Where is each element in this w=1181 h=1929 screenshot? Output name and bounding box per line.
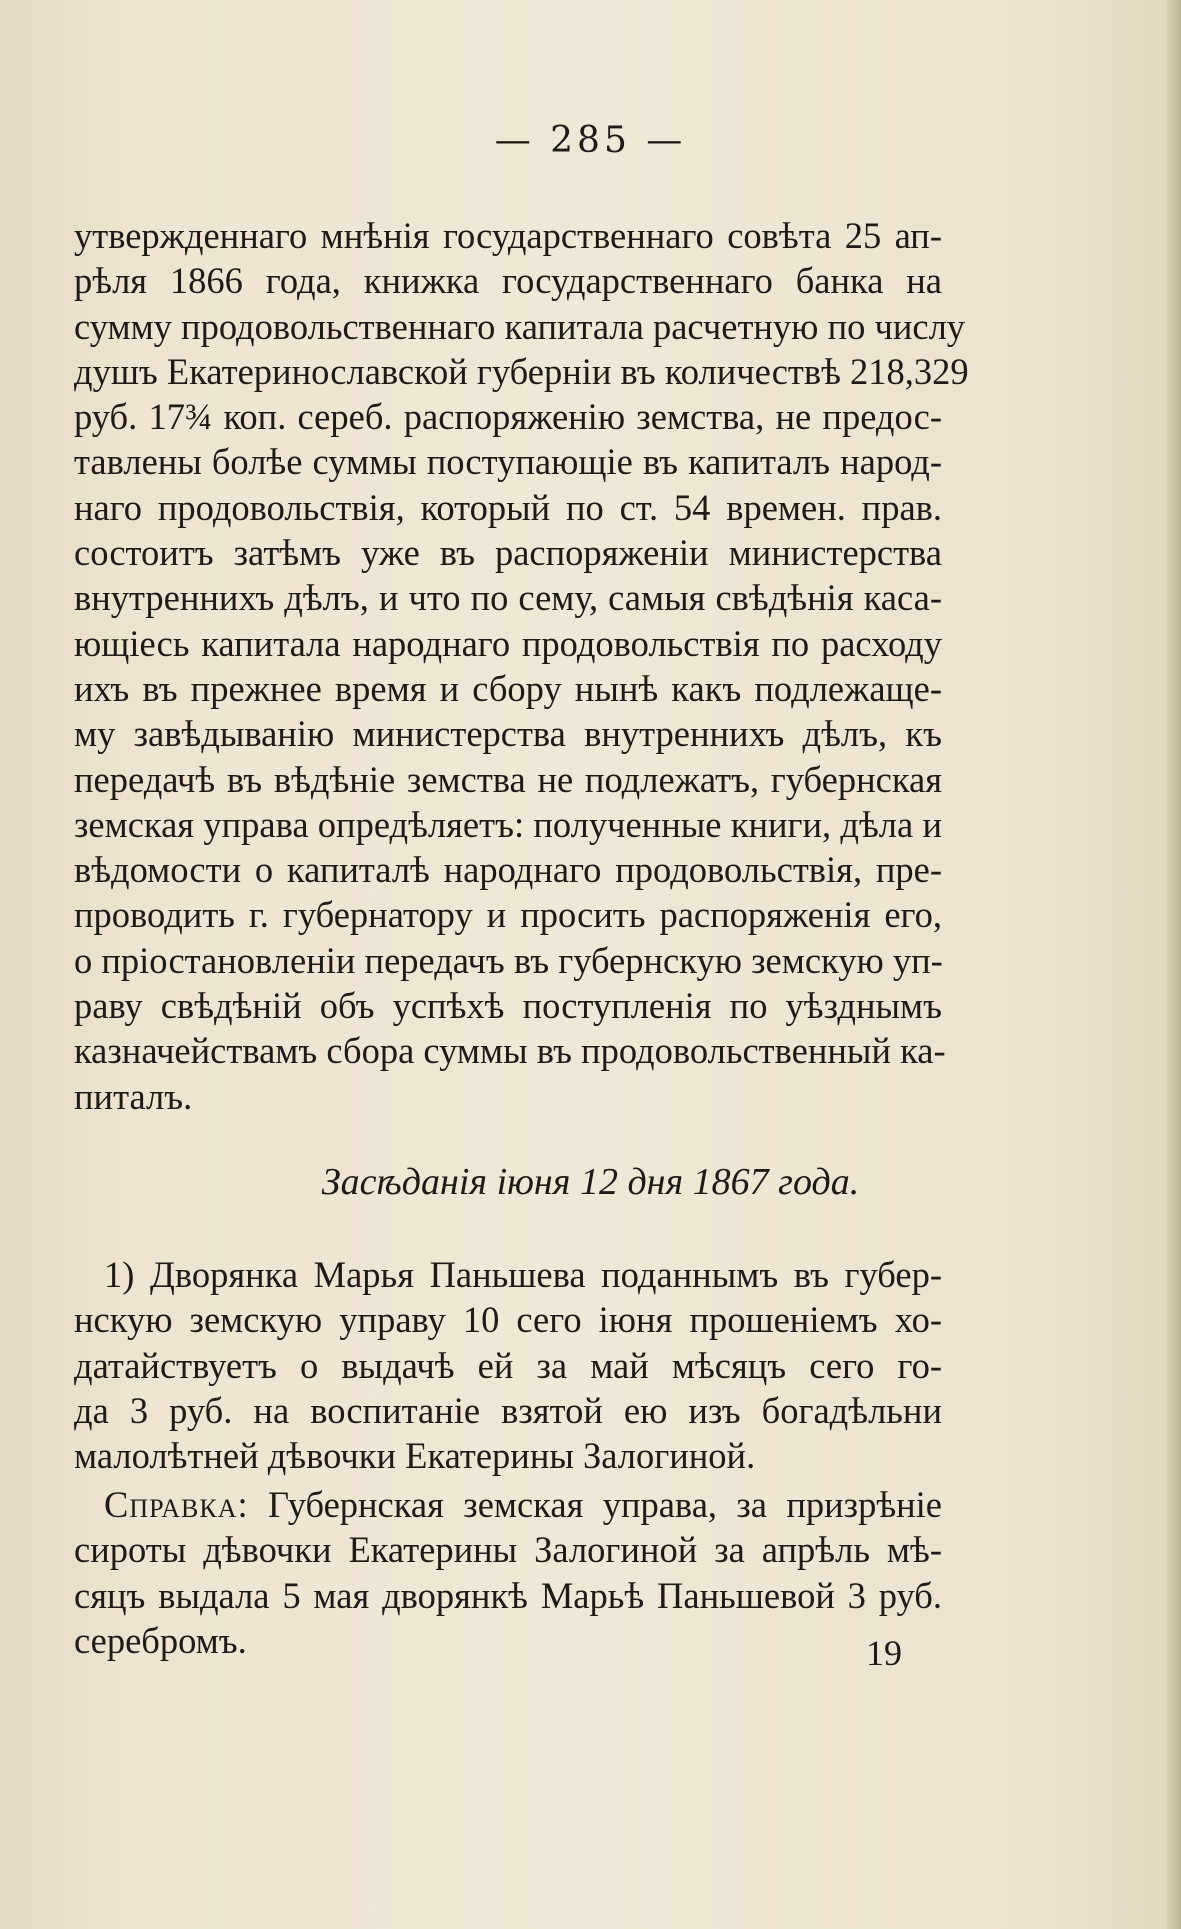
text-line: нскую земскую управу 10 сего іюня прошеніемъ хо- [74, 1299, 942, 1341]
text-line: серебромъ. [74, 1619, 247, 1661]
text-line: утвержденнаго мнѣнія государственнаго совѣта 25 ап- [74, 215, 942, 256]
text-line: рѣля 1866 года, книжка государственнаго банка на [74, 260, 942, 302]
text-line: тавлены болѣе суммы поступающіе въ капиталъ народ- [74, 441, 942, 483]
text-line: датайствуетъ о выдачѣ ей за май мѣсяцъ сего го- [74, 1344, 942, 1386]
text-line: вѣдомости о капиталѣ народнаго продовольствія, пре- [74, 849, 942, 891]
text-line: сяцъ выдала 5 мая дворянкѣ Марьѣ Паньшевой 3 руб. [74, 1574, 942, 1616]
session-heading: Засѣданія іюня 12 дня 1867 года. [321, 1161, 860, 1203]
text-line: раву свѣдѣній объ успѣхѣ поступленія по уѣзднымъ [74, 985, 942, 1027]
text-line: му завѣдыванію министерства внутреннихъ дѣлъ, къ [74, 713, 942, 755]
text-line: малолѣтней дѣвочки Екатерины Залогиной. [74, 1435, 756, 1477]
text-line: казначействамъ сбора суммы въ продовольственный ка- [74, 1030, 946, 1072]
note-label: Справка: [104, 1484, 249, 1525]
text-line: земская управа опредѣляетъ: полученные книги, дѣла и [74, 803, 942, 845]
text-line [74, 1482, 942, 1527]
signature-mark: 19 [866, 1633, 902, 1673]
text-line: сумму продовольственнаго капитала расчетную по числу [74, 305, 966, 347]
page-edge [1167, 0, 1181, 1929]
text-line: питалъ. [74, 1075, 193, 1117]
body-paragraph [74, 213, 969, 1119]
text-line: состоитъ затѣмъ уже въ распоряженіи министерства [74, 532, 942, 574]
text-line: передачѣ въ вѣдѣніе земства не подлежатъ, губернская [74, 758, 942, 800]
text-line: душъ Екатеринославской губерніи въ количествѣ 218,329 [74, 350, 969, 392]
text-line: ющіесь капитала народнаго продовольствія по расходу [74, 622, 942, 664]
note-paragraph [74, 1482, 942, 1663]
note-text: Губернская земская управа, за призрѣніе [268, 1484, 943, 1525]
text-line: о пріостановленіи передачъ въ губернскую земскую уп- [74, 939, 943, 981]
text-line: руб. 17¾ коп. сереб. распоряженію земства, не предос- [74, 396, 942, 438]
text-line: наго продовольствія, который по ст. 54 времен. прав. [74, 486, 942, 528]
text-line: внутреннихъ дѣлъ, и что по сему, самыя свѣдѣнія каса- [74, 577, 942, 619]
text-line: сироты дѣвочки Екатерины Залогиной за апрѣль мѣ- [74, 1529, 942, 1571]
item-paragraph [74, 1252, 942, 1478]
text-line: да 3 руб. на воспитаніе взятой ею изъ богадѣльни [74, 1389, 942, 1431]
text-line: ихъ въ прежнее время и сбору нынѣ какъ подлежаще- [74, 667, 942, 709]
text-line: 1) Дворянка Марья Паньшева поданнымъ въ губер- [104, 1254, 942, 1295]
text-line: проводить г. губернатору и просить распоряженія его, [74, 894, 942, 936]
page-number: — 285 — [494, 120, 687, 161]
